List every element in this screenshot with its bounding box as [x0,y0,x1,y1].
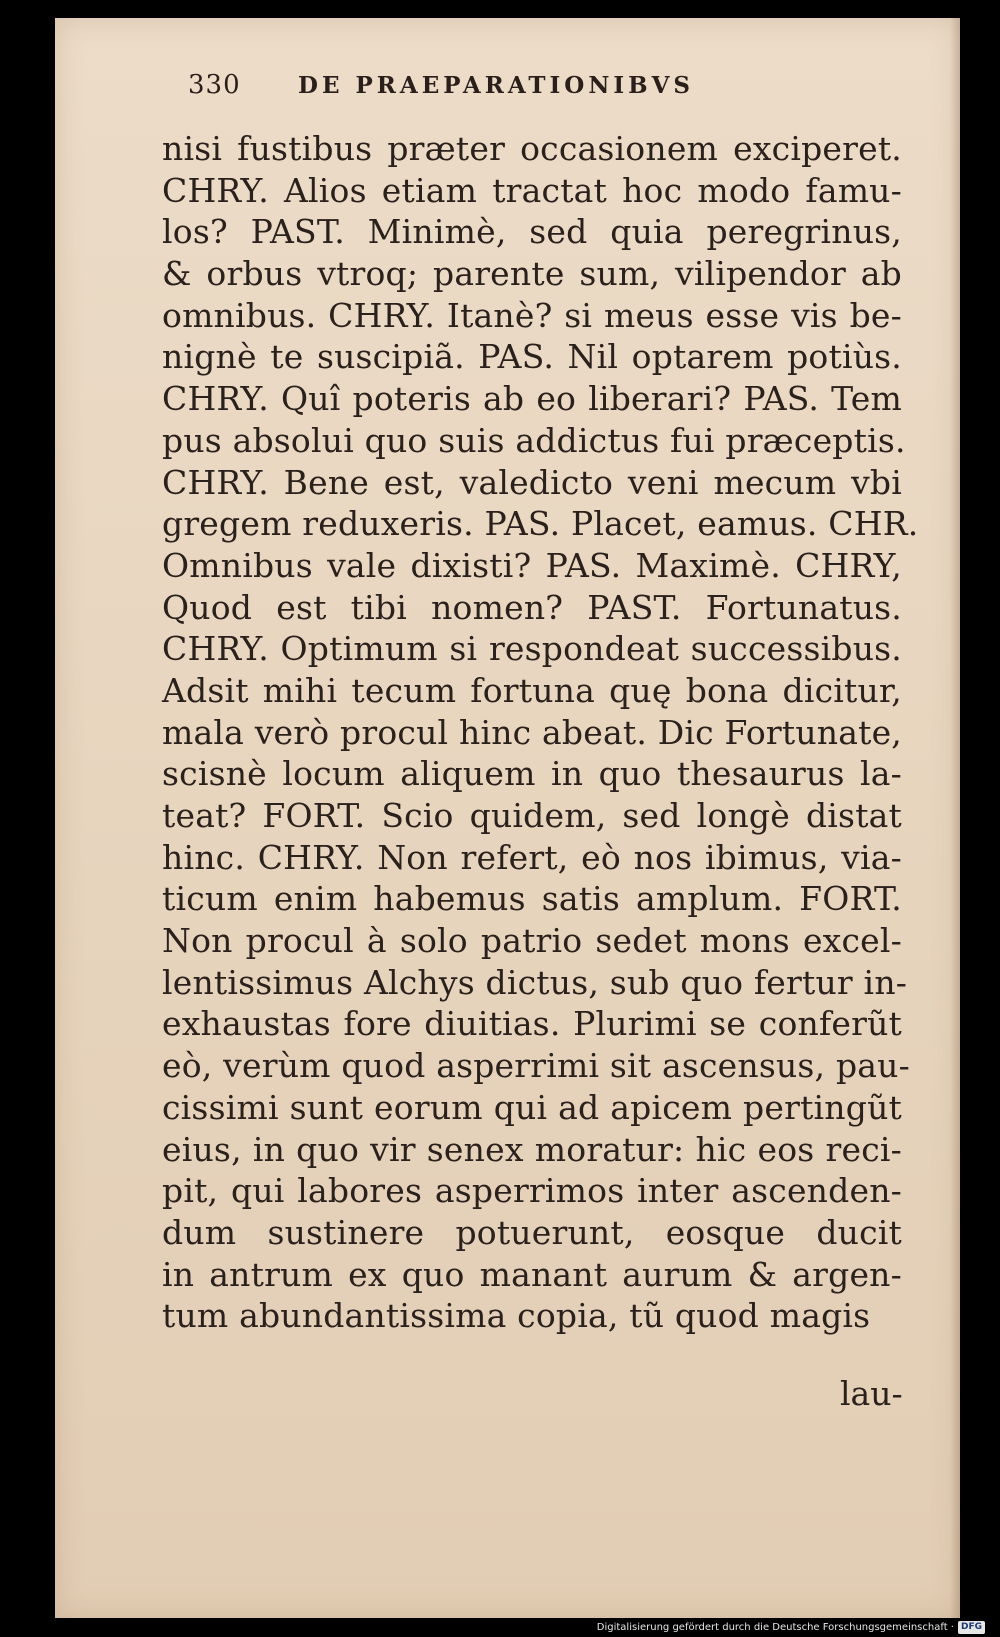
text-line: CHRY. Quî poteris ab eo liberari? PAS. Tem [162,379,902,419]
text-line: & orbus vtroq; parente sum, vilipendor ab [162,254,902,294]
text-line: nignè te suscipiã. PAS. Nil optarem potiùs. [162,337,902,377]
text-line: lentissimus Alchys dictus, sub quo fertur in- [162,962,908,1002]
text-line: Quod est tibi nomen? PAST. Fortunatus. [162,587,902,627]
text-line: tum abundantissima copia, tũ quod magis [162,1296,871,1336]
text-line: Non procul à solo patrio sedet mons excel- [162,921,902,961]
text-line: hinc. CHRY. Non refert, eò nos ibimus, via- [162,837,902,877]
text-line: in antrum ex quo manant aurum & argen- [162,1254,902,1294]
digitization-footer [597,1619,985,1635]
running-head: DE PRAEPARATIONIBVS [298,72,695,99]
text-line: Adsit mihi tecum fortuna quę bona dicitur, [162,670,902,710]
text-line: Omnibus vale dixisti? PAS. Maximè. CHRY, [162,545,902,585]
page-header [188,70,788,110]
text-line: ticum enim habemus satis amplum. FORT. [162,879,902,919]
text-line: exhaustas fore diuitias. Plurimi se conferũt [162,1004,902,1044]
text-line: CHRY. Alios etiam tractat hoc modo famu- [162,170,902,210]
funding-credit: Digitalisierung gefördert durch die Deutsche Forschungsgemeinschaft · [596,1621,954,1633]
text-line: eò, verùm quod asperrimi sit ascensus, pau- [162,1046,910,1086]
text-line: teat? FORT. Scio quidem, sed longè distat [162,796,902,835]
body-text [162,128,919,1337]
text-line: eius, in quo vir senex moratur: hic eos reci- [162,1129,902,1169]
dfg-logo: DFG [958,1621,985,1634]
text-line: pus absolui quo suis addictus fui præceptis. [162,420,906,460]
text-line: mala verò procul hinc abeat. Dic Fortunate, [162,712,902,752]
page-edge-shadow [950,18,960,1618]
text-line: nisi fustibus præter occasionem exciperet. [162,129,902,168]
text-line: cissimi sunt eorum qui ad apicem pertingũt [162,1087,902,1127]
text-line: dum sustinere potuerunt, eosque ducit [162,1212,902,1252]
catchword: lau- [840,1374,903,1413]
text-line: los? PAST. Minimè, sed quia peregrinus, [162,212,902,252]
text-line: scisnè locum aliquem in quo thesaurus la- [162,754,902,794]
text-line: CHRY. Optimum si respondeat successibus. [162,629,902,669]
text-line: gregem reduxeris. PAS. Placet, eamus. CHR. [162,504,919,544]
text-line: pit, qui labores asperrimos inter ascenden- [162,1171,902,1211]
text-line: omnibus. CHRY. Itanè? si meus esse vis be- [162,295,902,335]
page-number: 330 [188,70,241,100]
text-line: CHRY. Bene est, valedicto veni mecum vbi [162,462,902,502]
